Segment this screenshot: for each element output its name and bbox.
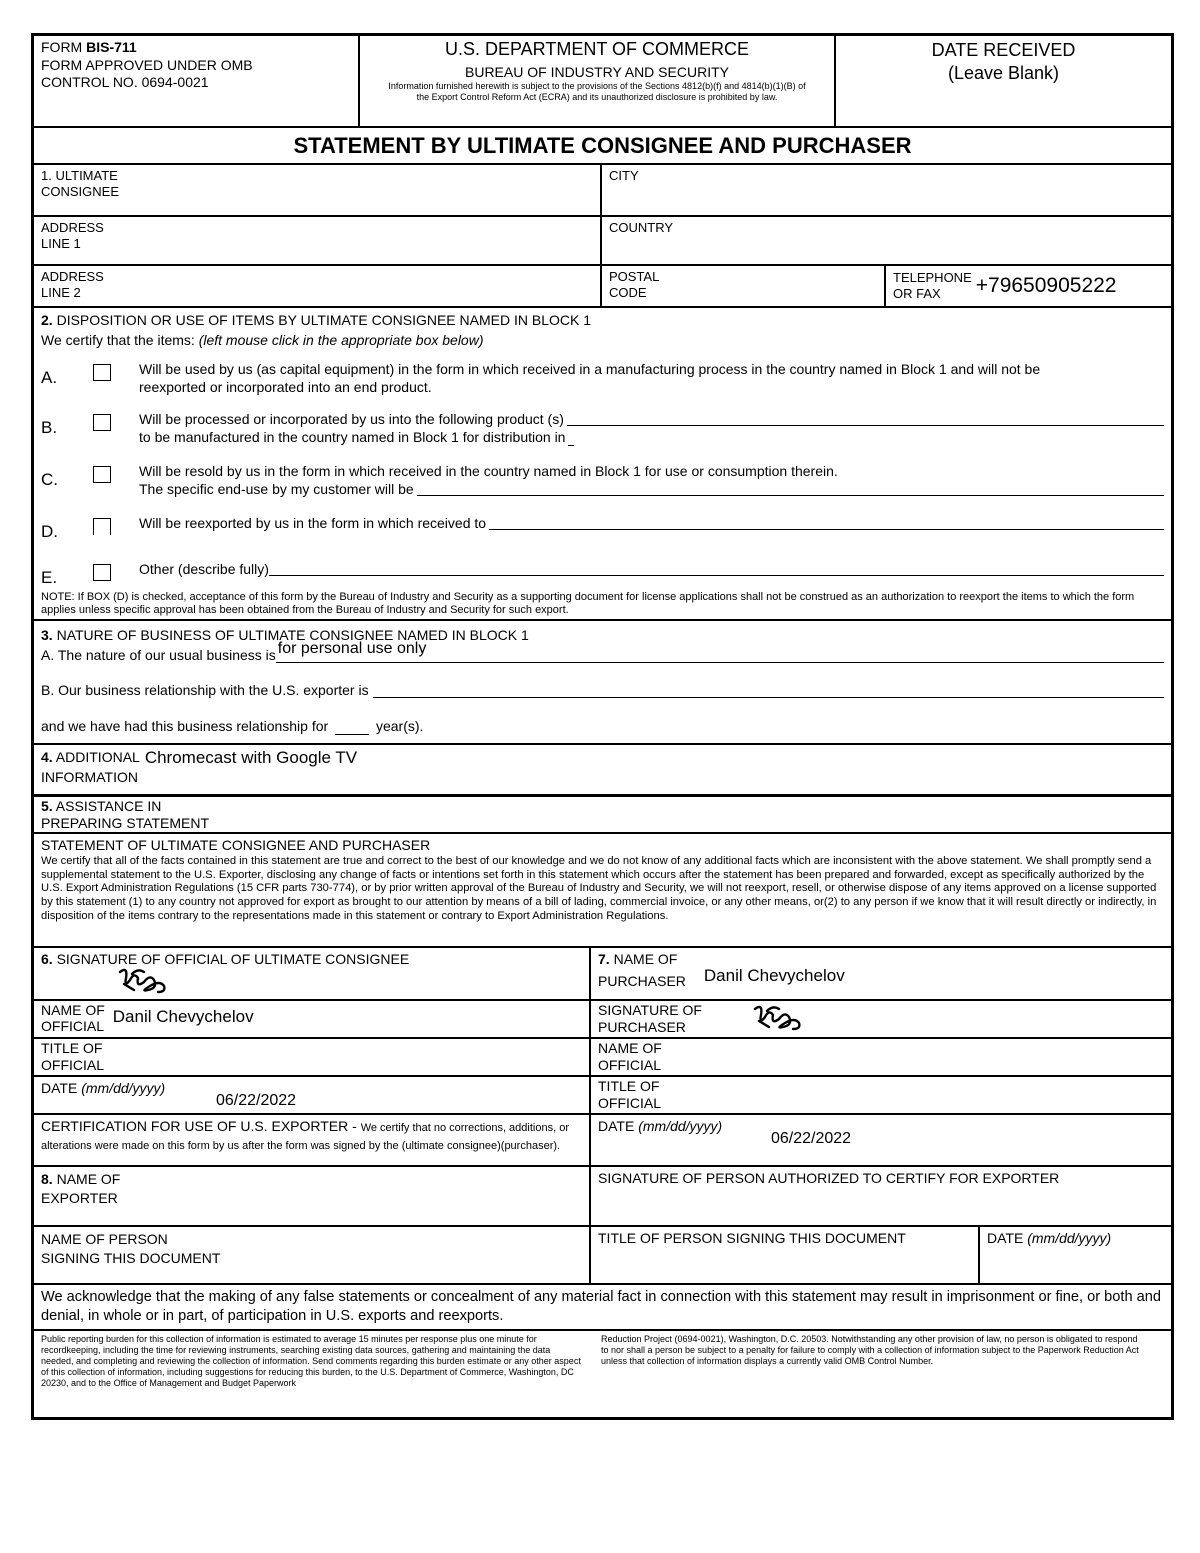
burden-left-text: Public reporting burden for this collection of information is estimated to average 15 minutes per response plus one minute for recordkeeping, including the time for reviewing instruments, searching existing data sources, gathering and maintaining the data needed, and completing and reviewing the collection of information. Send comments regarding this burden estimate or any other aspect of this collection of information, including suggestions for reducing this burden, to the U.S. Department of Commerce, Washington, DC 20230, and to the Office of Management and Budget Paperwork: [41, 1334, 581, 1388]
acknowledge-row: [34, 1285, 1171, 1331]
purchaser-signature-field[interactable]: [591, 1001, 1171, 1037]
form-title: STATEMENT BY ULTIMATE CONSIGNEE AND PURCHASER: [293, 133, 912, 158]
official-title-row: [34, 1039, 1171, 1077]
purchaser-official-name-label-2: OFFICIAL: [598, 1057, 662, 1074]
option-e: [41, 561, 1164, 589]
city-field[interactable]: [602, 165, 1171, 215]
certification-title: CERTIFICATION FOR USE OF U.S. EXPORTER -: [41, 1118, 361, 1135]
option-d-checkbox[interactable]: [93, 518, 111, 535]
official-title-label-2: OFFICIAL: [41, 1057, 105, 1074]
form-id: BIS-711: [86, 39, 137, 55]
signer-date-hint: (mm/dd/yyyy): [1027, 1230, 1112, 1247]
purchaser-name-field[interactable]: [591, 948, 1171, 999]
block3-business: [34, 621, 1171, 745]
exporter-signature-label: SIGNATURE OF PERSON AUTHORIZED TO CERTIFY FOR EXPORTER: [598, 1170, 1060, 1187]
option-c: [41, 463, 1164, 515]
option-b-checkbox[interactable]: [93, 414, 111, 431]
option-c-end-use-line[interactable]: [417, 481, 1164, 496]
signer-row: [34, 1227, 1171, 1285]
certify-hint: (left mouse click in the appropriate box below): [198, 331, 484, 348]
certify-text: We certify that the items:: [41, 331, 199, 348]
signer-name-label: NAME OF PERSON: [41, 1231, 168, 1248]
business-nature-row: [41, 639, 1164, 665]
option-a-text-2: reexported or incorporated into an end product.: [139, 378, 432, 395]
acknowledge-text: We acknowledge that the making of any false statements or concealment of any material fact in connection with this statement may result in imprisonment or fine, or both and denial, in whole or in part, of participation in U.S. exports and reexports.: [41, 1289, 1161, 1325]
block5-number: 5.: [41, 798, 53, 815]
form-header: [34, 36, 1171, 128]
consignee-label-2: CONSIGNEE: [41, 184, 120, 200]
address1-field[interactable]: [34, 217, 602, 264]
consignee-date-label: DATE: [41, 1080, 82, 1097]
option-b-product-line[interactable]: [567, 411, 1164, 426]
block2-title: DISPOSITION OR USE OF ITEMS BY ULTIMATE CONSIGNEE NAMED IN BLOCK 1: [52, 312, 591, 328]
department-block: [360, 36, 836, 126]
years-row: [41, 718, 1164, 736]
option-a: [41, 361, 1164, 405]
option-e-letter: E.: [41, 568, 58, 587]
block3-content: [34, 621, 1171, 743]
official-name-row: [34, 1001, 1171, 1039]
block8-label-2: EXPORTER: [41, 1189, 118, 1206]
control-number: CONTROL NO. 0694-0021: [41, 74, 209, 90]
official-name-field[interactable]: [34, 1001, 591, 1037]
option-c-checkbox[interactable]: [93, 466, 111, 483]
bureau-name: BUREAU OF INDUSTRY AND SECURITY: [465, 63, 729, 80]
relationship-row: [41, 682, 1164, 700]
certification-row: [34, 1115, 1171, 1167]
option-c-text-2: The specific end-use by my customer will be: [139, 480, 414, 497]
consignee-signature-field[interactable]: [34, 948, 591, 999]
block4-number: 4.: [41, 749, 53, 766]
country-label: COUNTRY: [609, 220, 674, 235]
block6-number: 6.: [41, 951, 53, 968]
consignee-signature-image: [114, 964, 174, 996]
signer-title-field[interactable]: [591, 1227, 980, 1283]
certification-block: [34, 1115, 591, 1165]
purchaser-signature-label-2: PURCHASER: [598, 1019, 686, 1036]
option-b-distribution-line[interactable]: [568, 433, 574, 446]
block2-number: 2.: [41, 312, 53, 328]
form-approved: FORM APPROVED UNDER OMB: [41, 56, 253, 73]
official-title-field[interactable]: [34, 1039, 591, 1075]
consignee-date-field[interactable]: [34, 1077, 591, 1113]
purchaser-date-label: DATE: [598, 1118, 639, 1135]
option-b-letter: B.: [41, 418, 58, 437]
signer-name-label-2: SIGNING THIS DOCUMENT: [41, 1249, 221, 1266]
postal-label-2: CODE: [609, 285, 647, 301]
purchaser-title-label: TITLE OF: [598, 1078, 660, 1095]
assistance-field[interactable]: [34, 797, 1171, 832]
consignee-field[interactable]: [34, 165, 602, 215]
address1-label-2: LINE 1: [41, 236, 81, 252]
address1-row: [34, 217, 1171, 266]
block2-disposition: [34, 308, 1171, 621]
signer-name-field[interactable]: [34, 1227, 591, 1283]
business-nature-value: for personal use only: [277, 639, 427, 657]
address2-field[interactable]: [34, 266, 602, 306]
block5-assistance: [34, 797, 1171, 834]
block2-content: [34, 308, 1171, 619]
official-name-label-2: OFFICIAL: [41, 1018, 105, 1035]
block5-label-2: PREPARING STATEMENT: [41, 815, 210, 832]
option-b: [41, 411, 1164, 463]
option-d-letter: D.: [41, 522, 58, 541]
option-e-checkbox[interactable]: [93, 564, 111, 581]
purchaser-date-hint: (mm/dd/yyyy): [638, 1118, 723, 1135]
years-field[interactable]: [335, 721, 369, 735]
form-id-block: [34, 36, 360, 126]
telephone-value: +79650905222: [975, 273, 1117, 297]
address2-label-2: LINE 2: [41, 285, 81, 301]
telephone-label-2: OR FAX: [893, 286, 941, 301]
purchaser-official-name-label: NAME OF: [598, 1040, 662, 1057]
leave-blank-label: (Leave Blank): [947, 62, 1060, 83]
purchaser-title-field[interactable]: [591, 1077, 1171, 1113]
block3-number: 3.: [41, 627, 53, 644]
option-b-text: Will be processed or incorporated by us into the following product (s): [139, 411, 564, 427]
purchaser-official-name-field[interactable]: [591, 1039, 1171, 1075]
form-prefix: FORM: [41, 39, 87, 55]
block8-number: 8.: [41, 1171, 53, 1188]
block-number: 1.: [41, 168, 56, 183]
purchaser-date-field[interactable]: [591, 1115, 1171, 1165]
department-name: U.S. DEPARTMENT OF COMMERCE: [444, 39, 750, 59]
city-label: CITY: [609, 168, 639, 183]
telephone-field[interactable]: [886, 266, 1171, 306]
relationship-label: B. Our business relationship with the U.S. exporter is: [41, 682, 369, 699]
option-d: [41, 515, 1164, 561]
postal-code-field[interactable]: [602, 266, 886, 306]
purchaser-signature-image: [749, 1001, 809, 1035]
business-nature-field[interactable]: [276, 639, 1164, 663]
block7-number: 7.: [598, 951, 610, 968]
exporter-signature-field[interactable]: [591, 1167, 1171, 1225]
consignee-row: [34, 165, 1171, 217]
signature-row: [34, 948, 1171, 1001]
purchaser-signature-label: SIGNATURE OF: [598, 1002, 702, 1019]
block3-title: NATURE OF BUSINESS OF ULTIMATE CONSIGNEE NAMED IN BLOCK 1: [52, 627, 529, 644]
option-a-text: Will be used by us (as capital equipment) in the form in which received in a manufacturing process in the country named in Block 1 and will not be: [139, 361, 1041, 377]
postal-label: POSTAL: [609, 269, 660, 284]
info-notice: Information furnished herewith is subject to the provisions of the Sections 4812(b)(f) and 4814(b)(1)(B) of the Export Control Reform Act (ECRA) and its unauthorized disclosure is prohibited by law.: [388, 81, 806, 102]
option-d-text: Will be reexported by us in the form in which received to: [139, 515, 487, 531]
country-field[interactable]: [602, 217, 1171, 264]
option-b-text-2: to be manufactured in the country named in Block 1 for distribution in: [139, 428, 566, 445]
certification-body: We certify that no corrections, additions, or alterations were made on this form by us after the form was signed by the (ultimate consignee)(purchaser).: [41, 1122, 569, 1152]
signer-date-label: DATE: [987, 1230, 1028, 1247]
consignee-label: ULTIMATE: [55, 168, 118, 183]
statement-content: [34, 834, 1171, 946]
official-name-value: Danil Chevychelov: [112, 1007, 254, 1027]
additional-info-field[interactable]: [34, 745, 1171, 794]
form-title-row: [34, 128, 1171, 165]
block6-label: SIGNATURE OF OFFICIAL OF ULTIMATE CONSIGNEE: [52, 951, 410, 968]
address1-label: ADDRESS: [41, 220, 104, 235]
block8-label: NAME OF: [52, 1171, 121, 1188]
years-prefix: and we have had this business relationship for: [41, 717, 329, 734]
purchaser-date-value: 06/22/2022: [771, 1130, 852, 1148]
signer-date-field[interactable]: [980, 1227, 1171, 1283]
exporter-row: [34, 1167, 1171, 1227]
date-received-block: [836, 36, 1171, 126]
bis-711-form: [31, 33, 1174, 1420]
block4-label: ADDITIONAL: [52, 749, 140, 766]
additional-info-value: Chromecast with Google TV: [144, 748, 358, 768]
consignee-date-hint: (mm/dd/yyyy): [81, 1080, 166, 1097]
statement-body: We certify that all of the facts contained in this statement are true and correct to the best of our knowledge and we do not know of any additional facts which are inconsistent with the above statement. We shall promptly send a supplemental statement to the U.S. Exporter, disclosing any change of facts or intentions set forth in this statement which occurs after the statement has been prepared and forwarded, except as specifically authorized by the U.S. Export Administration Regulations (15 CFR parts 730-774), or by prior written approval of the Bureau of Industry and Security, we will not reexport, resell, or otherwise dispose of any items approved on a license supported by this statement (1) to any country not approved for export as brought to our attention by means of a bill of lading, commercial invoice, or any other means, or(2) to any person if we know that it will result directly or indirectly, in disposition of the items contrary to the representations made in this statement or contrary to Export Administration Regulations.: [41, 854, 1157, 922]
block7-label: NAME OF: [609, 951, 678, 968]
exporter-name-field[interactable]: [34, 1167, 591, 1225]
block4-additional-info: [34, 745, 1171, 797]
burden-right-text: Reduction Project (0694-0021), Washington, D.C. 20503. Notwithstanding any other provision of law, no person is obligated to respond to nor shall a person be subject to a penalty for failure to comply with a collection of information subject to the Paperwork Reduction Act unless that collection of information displays a currently valid OMB Control Number.: [601, 1334, 1139, 1366]
official-name-label: NAME OF: [41, 1001, 105, 1018]
relationship-field[interactable]: [373, 682, 1164, 698]
block5-label: ASSISTANCE IN: [52, 798, 162, 815]
years-suffix: year(s).: [375, 717, 424, 734]
consignee-date-value: 06/22/2022: [216, 1092, 297, 1110]
option-c-letter: C.: [41, 470, 58, 489]
telephone-label: TELEPHONE: [893, 269, 972, 285]
business-nature-label: A. The nature of our usual business is: [41, 646, 276, 663]
option-a-checkbox[interactable]: [93, 364, 111, 381]
statement-title: STATEMENT OF ULTIMATE CONSIGNEE AND PURCHASER: [41, 837, 431, 854]
option-d-country-line[interactable]: [489, 515, 1164, 530]
option-e-text: Other (describe fully): [139, 561, 269, 577]
address2-row: [34, 266, 1171, 308]
official-title-label: TITLE OF: [41, 1040, 103, 1057]
option-e-describe-line[interactable]: [269, 561, 1164, 576]
option-c-text: Will be resold by us in the form in which received in the country named in Block 1 for use or consumption therein.: [139, 463, 838, 479]
block4-label-2: INFORMATION: [41, 768, 138, 785]
block2-note: NOTE: If BOX (D) is checked, acceptance of this form by the Bureau of Industry and Security as a supporting document for license applications shall not be construed as an authorization to reexport the items to which the form applies unless specific approval has been obtained from the Bureau of Industry and Security for such export.: [41, 591, 1135, 617]
date-received-label: DATE RECEIVED: [931, 40, 1076, 60]
address2-label: ADDRESS: [41, 269, 104, 284]
block7-label-2: PURCHASER: [598, 972, 686, 989]
date-row: [34, 1077, 1171, 1115]
purchaser-name-value: Danil Chevychelov: [703, 965, 845, 985]
purchaser-title-label-2: OFFICIAL: [598, 1095, 662, 1112]
option-a-letter: A.: [41, 368, 58, 387]
burden-row: [34, 1331, 1171, 1417]
signer-title-label: TITLE OF PERSON SIGNING THIS DOCUMENT: [598, 1230, 906, 1247]
statement-section: [34, 834, 1171, 948]
